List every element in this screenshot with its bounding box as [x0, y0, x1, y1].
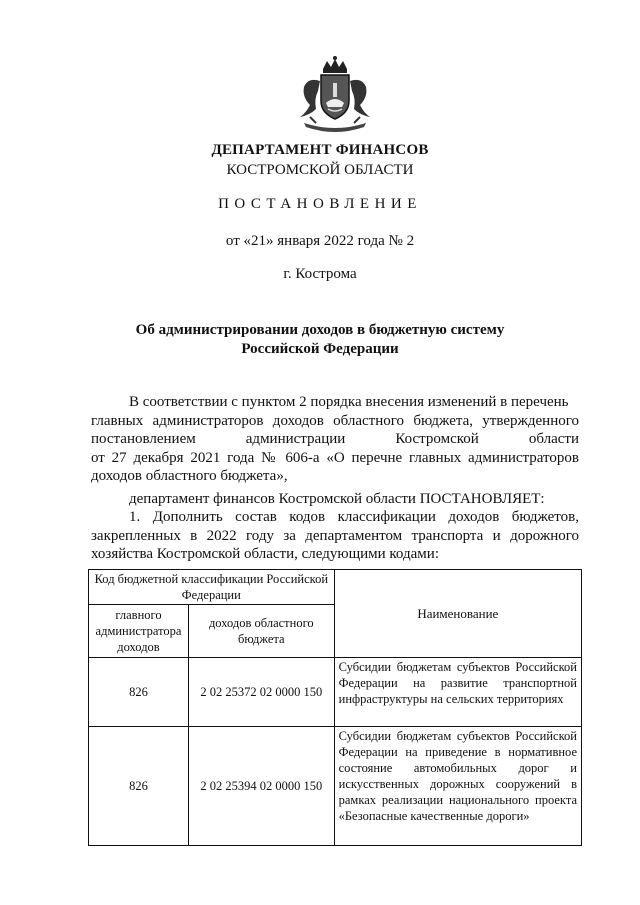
subject-line-2: Российской Федерации — [241, 341, 399, 357]
department-name: ДЕПАРТАМЕНТ ФИНАНСОВ — [211, 142, 429, 158]
body-p1-line2: главных администраторов доходов областного бюджета, утвержденного — [91, 412, 579, 429]
body-p1-line3: постановлением администрации Костромской области — [91, 431, 579, 447]
document-city: г. Кострома — [283, 266, 357, 282]
row2-name: Субсидии бюджетам субъектов Российской Федерации на приведение в нормативное состояние автомобильных дорог и искусственных дорожных сооружений в рамках реализации национального проекта «Безопасные качественные дороги» — [334, 727, 581, 846]
body-p3-line1: 1. Дополнить состав кодов классификации доходов бюджетов, — [129, 509, 579, 525]
classification-codes-table — [88, 569, 582, 846]
document-date-number: от «21» января 2022 года № 2 — [225, 233, 415, 249]
coat-of-arms-icon — [290, 55, 380, 135]
document-subject — [0, 321, 640, 359]
document-type: ПОСТАНОВЛЕНИЕ — [218, 196, 422, 212]
body-p2: департамент финансов Костромской области ПОСТАНОВЛЯЕТ: — [129, 490, 545, 507]
body-p3-line2: закрепленных в 2022 году за департаментом транспорта и дорожного — [91, 527, 579, 544]
body-p3-line3: хозяйства Костромской области, следующими кодами: — [91, 546, 439, 562]
header-admin-cell: главного администратора доходов — [89, 605, 189, 658]
row1-income-code: 2 02 25372 02 0000 150 — [188, 658, 334, 727]
row1-admin-code: 826 — [89, 658, 189, 727]
header-group-cell: Код бюджетной классификации Российской Федерации — [89, 570, 335, 605]
row2-admin-code: 826 — [89, 727, 189, 846]
table-row — [89, 658, 582, 727]
body-p1-line4: от 27 декабря 2021 года № 606-а «О перечне главных администраторов — [91, 449, 579, 466]
document-body — [91, 393, 579, 564]
body-p1-line1: В соответствии с пунктом 2 порядка внесения изменений в перечень — [129, 394, 569, 410]
header-income-cell: доходов областного бюджета — [188, 605, 334, 658]
header-name-cell: Наименование — [334, 570, 581, 658]
table-header-row — [89, 570, 582, 605]
row2-income-code: 2 02 25394 02 0000 150 — [188, 727, 334, 846]
subject-line-1: Об администрировании доходов в бюджетную систему — [135, 322, 505, 338]
table-row — [89, 727, 582, 846]
department-region: КОСТРОМСКОЙ ОБЛАСТИ — [226, 162, 414, 178]
body-p1-line5: доходов областного бюджета», — [91, 468, 288, 484]
row1-name: Субсидии бюджетам субъектов Российской Федерации на развитие транспортной инфраструктуры на сельских территориях — [334, 658, 581, 727]
